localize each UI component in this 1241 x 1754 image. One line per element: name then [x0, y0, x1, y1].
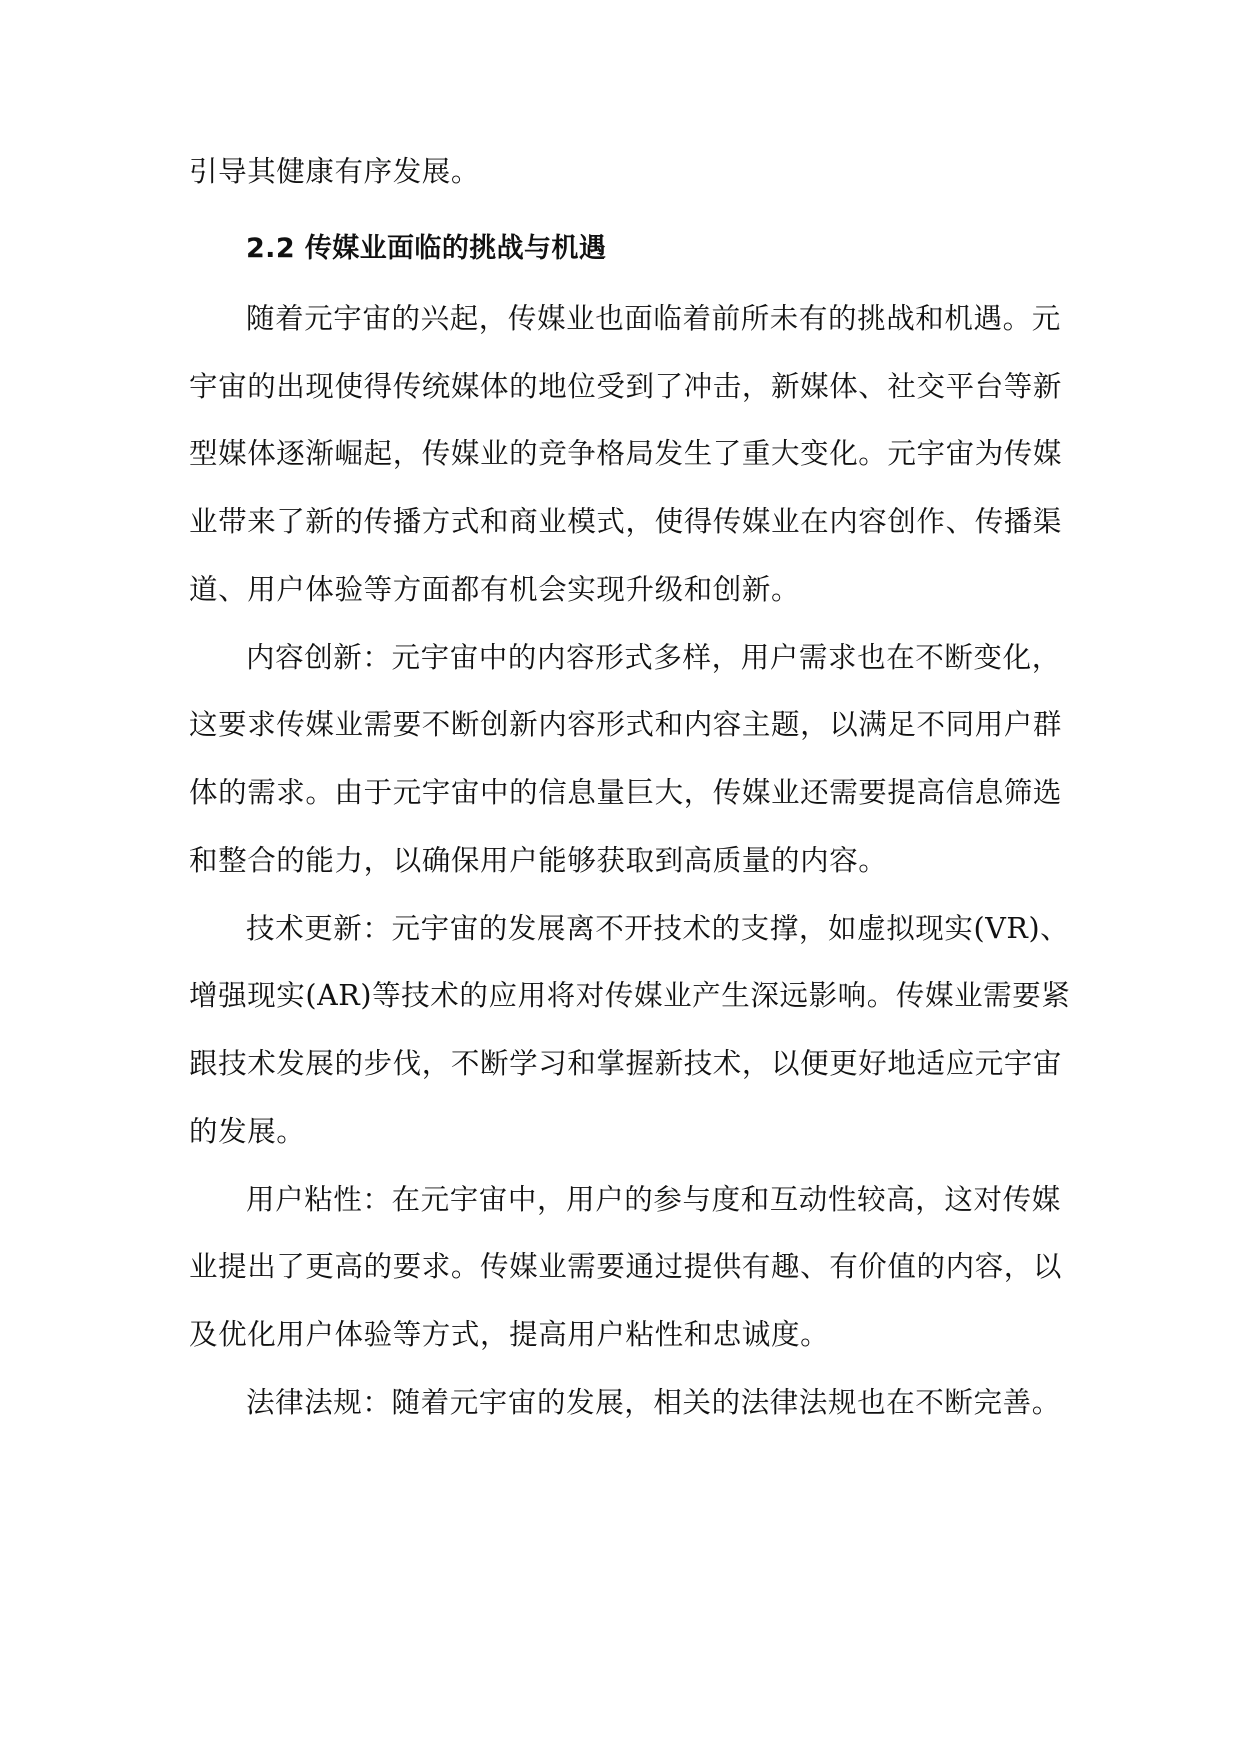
- paragraph-line: 业带来了新的传播方式和商业模式，使得传媒业在内容创作、传播渠: [189, 505, 1063, 538]
- paragraph-line: 引导其健康有序发展。: [189, 155, 481, 188]
- paragraph-line: 体的需求。由于元宇宙中的信息量巨大，传媒业还需要提高信息筛选: [189, 776, 1063, 809]
- paragraph-line: 跟技术发展的步伐，不断学习和掌握新技术，以便更好地适应元宇宙: [189, 1047, 1063, 1080]
- paragraph-line: 宇宙的出现使得传统媒体的地位受到了冲击，新媒体、社交平台等新: [189, 370, 1063, 403]
- paragraph-line: 随着元宇宙的兴起，传媒业也面临着前所未有的挑战和机遇。元: [246, 302, 1061, 335]
- paragraph-line: 用户粘性：在元宇宙中，用户的参与度和互动性较高，这对传媒: [246, 1183, 1061, 1216]
- paragraph-line: 的发展。: [189, 1115, 306, 1148]
- paragraph-line: 技术更新：元宇宙的发展离不开技术的支撑，如虚拟现实(VR)、: [246, 912, 1070, 945]
- paragraph-line: 法律法规：随着元宇宙的发展，相关的法律法规也在不断完善。: [246, 1386, 1061, 1419]
- paragraph-line: 型媒体逐渐崛起，传媒业的竞争格局发生了重大变化。元宇宙为传媒: [189, 437, 1063, 470]
- paragraph-line: 增强现实(AR)等技术的应用将对传媒业产生深远影响。传媒业需要紧: [189, 979, 1071, 1012]
- paragraph-line: 业提出了更高的要求。传媒业需要通过提供有趣、有价值的内容，以: [189, 1250, 1063, 1283]
- paragraph-line: 这要求传媒业需要不断创新内容形式和内容主题，以满足不同用户群: [189, 708, 1063, 741]
- paragraph-line: 道、用户体验等方面都有机会实现升级和创新。: [189, 573, 801, 606]
- paragraph-line: 内容创新：元宇宙中的内容形式多样，用户需求也在不断变化，: [246, 641, 1061, 674]
- paragraph-line: 及优化用户体验等方式，提高用户粘性和忠诚度。: [189, 1318, 830, 1351]
- section-heading: 2.2 传媒业面临的挑战与机遇: [246, 233, 607, 264]
- paragraph-line: 和整合的能力，以确保用户能够获取到高质量的内容。: [189, 844, 888, 877]
